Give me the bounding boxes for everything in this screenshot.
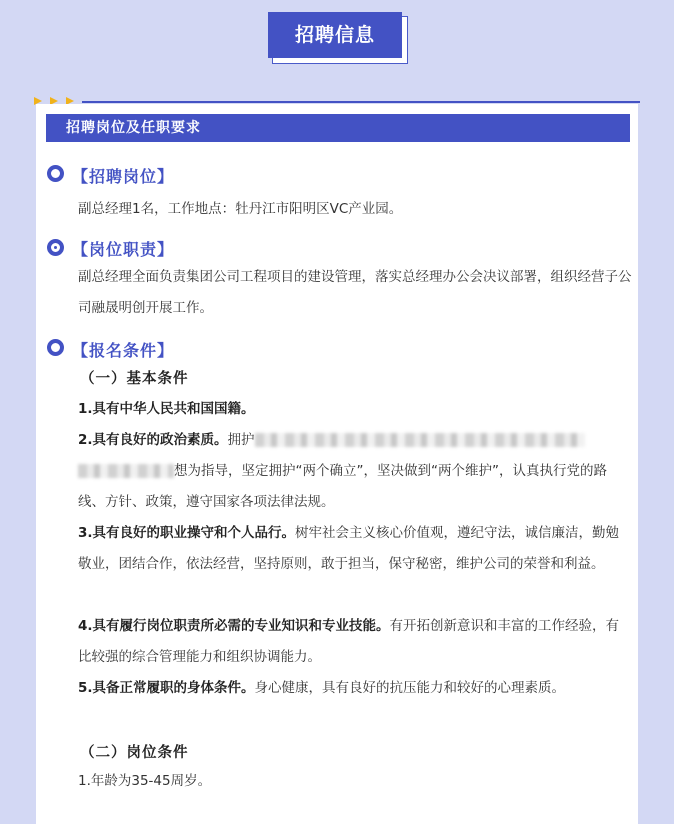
requirement-item-2-prefix: 拥护 [227, 432, 255, 448]
circle-bullet-icon [47, 239, 64, 256]
position-heading: 【招聘岗位】 [72, 167, 175, 186]
basic-conditions-title: （一）基本条件 [80, 371, 189, 387]
post-conditions-title: （二）岗位条件 [80, 745, 189, 761]
requirement-item-2 [78, 425, 632, 518]
requirement-item-5-title: 5.具备正常履职的身体条件。 [78, 680, 255, 696]
section-header: 招聘岗位及任职要求 [46, 114, 630, 142]
requirement-item-3-title: 3.具有良好的职业操守和个人品行。 [78, 525, 296, 541]
requirement-item-1 [78, 394, 632, 425]
circle-bullet-icon [47, 165, 64, 182]
duties-text: 副总经理全面负责集团公司工程项目的建设管理，落实总经理办公会决议部署，组织经营子公司融晟明创开展工作。 [78, 269, 632, 316]
requirement-item-4-title: 4.具有履行岗位职责所必需的专业知识和专业技能。 [78, 618, 390, 634]
requirement-item-4 [78, 611, 632, 673]
position-text: 副总经理1名，工作地点：牡丹江市阳明区VC产业园。 [78, 201, 403, 217]
requirement-item-4-text: 有开拓创新意识和丰富的工作经验，有比较强的综合管理能力和组织协调能力。 [78, 618, 620, 665]
redacted-text [78, 464, 174, 478]
requirement-item-3 [78, 518, 632, 580]
requirement-item-3-text: 树牢社会主义核心价值观，遵纪守法，诚信廉洁，勤勉敬业，团结合作，依法经营，坚持原则，敢于担当，保守秘密，维护公司的荣誉和利益。 [78, 525, 620, 572]
requirement-item-1-title: 1.具有中华人民共和国国籍。 [78, 401, 255, 417]
content-card [36, 104, 638, 824]
requirement-item-5 [78, 673, 632, 704]
banner-title: 招聘信息 [268, 12, 402, 58]
requirement-item-5-text: 身心健康，具有良好的抗压能力和较好的心理素质。 [254, 680, 566, 696]
post-condition-item-1: 1.年龄为35-45周岁。 [78, 773, 212, 789]
circle-bullet-icon [47, 339, 64, 356]
requirement-item-2-text: 想为指导，坚定拥护“两个确立”，坚决做到“两个维护”，认真执行党的路线、方针、政策，遵守国家各项法律法规。 [78, 463, 607, 510]
requirements-heading: 【报名条件】 [72, 341, 175, 360]
divider-line [82, 101, 640, 103]
title-banner [268, 12, 406, 62]
requirement-item-2-title: 2.具有良好的政治素质。 [78, 432, 228, 448]
redacted-text [255, 433, 585, 447]
duties-heading: 【岗位职责】 [72, 240, 175, 259]
